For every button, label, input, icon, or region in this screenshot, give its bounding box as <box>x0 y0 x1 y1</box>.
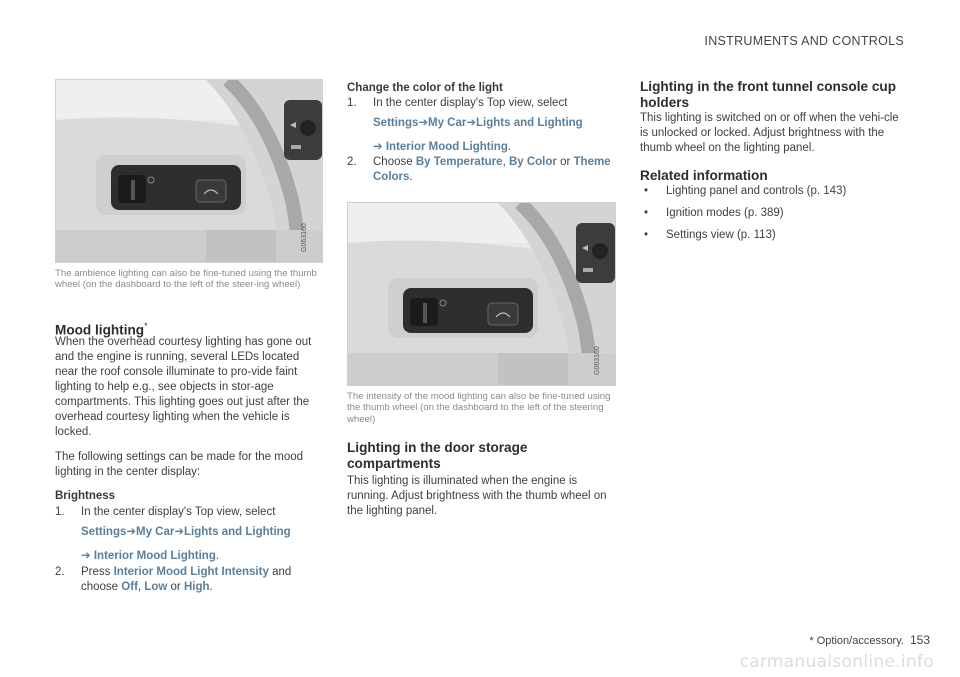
cup-holder-heading: Lighting in the front tunnel console cup holders <box>640 79 896 110</box>
mood-paragraph-1: When the overhead courtesy lighting has gone out and the engine is running, several LEDs located near the roof console illuminate to pro-vide faint lighting to help e.g., see objects in stor-age compartments. This lighting goes out just after the overhead courtesy lighting when the vehicle is locked. <box>55 336 312 438</box>
related-link-text[interactable]: Ignition modes (p. 389) <box>666 207 784 219</box>
menu-path-lights[interactable]: Lights and Lighting <box>476 117 583 129</box>
bullet: • <box>644 207 649 219</box>
caption-2: The intensity of the mood lighting can also be fine-tuned using the thumb wheel (on the dashboard to the left of the steering wheel) <box>347 391 611 425</box>
menu-path-interior-mood[interactable]: Interior Mood Lighting <box>93 550 216 562</box>
step-text: Press <box>81 566 111 578</box>
image-code: G063160 <box>301 223 308 252</box>
page-number: 153 <box>909 633 930 647</box>
cup-holder-paragraph: This lighting is switched on or off when the vehi-cle is unlocked or locked. Adjust brightness with the thumb wheel on the lighting panel. <box>640 112 899 154</box>
step-number: 2. <box>55 566 65 578</box>
option-high[interactable]: High <box>183 581 210 593</box>
dashboard-photo-1 <box>55 79 323 263</box>
related-link[interactable] <box>640 206 910 221</box>
arrow-right-icon: ➔ <box>81 550 91 562</box>
step-text: In the center display's Top view, select <box>373 97 568 109</box>
arrow-right-icon: ➔ <box>174 526 185 538</box>
arrow-right-icon: ➔ <box>373 141 383 153</box>
or-text: or <box>560 156 571 168</box>
menu-path-interior-mood[interactable]: Interior Mood Lighting <box>385 141 508 153</box>
dashboard-photo-2 <box>347 202 616 386</box>
step-text: In the center display's Top view, select <box>81 506 276 518</box>
step-number: 2. <box>347 156 357 168</box>
thumb-wheel-illustration <box>348 203 615 385</box>
door-storage-heading: Lighting in the door storage compartments <box>347 440 528 471</box>
step-number: 1. <box>55 506 65 518</box>
related-link[interactable] <box>640 184 910 199</box>
option-asterisk: * <box>144 321 148 331</box>
step-text: Choose <box>373 156 413 168</box>
thumb-wheel-illustration <box>56 80 322 262</box>
menu-path-settings[interactable]: Settings <box>373 117 419 129</box>
or-text: or <box>170 581 181 593</box>
menu-path-my-car[interactable]: My Car <box>428 117 467 129</box>
page-header: INSTRUMENTS AND CONTROLS <box>704 34 904 48</box>
image-code: G063160 <box>594 346 601 375</box>
page-footer <box>809 633 930 647</box>
menu-path-my-car[interactable]: My Car <box>136 526 175 538</box>
related-link-text[interactable]: Lighting panel and controls (p. 143) <box>666 185 847 197</box>
caption-1: The ambience lighting can also be fine-tuned using the thumb wheel (on the dashboard to the left of the steer-ing wheel) <box>55 268 317 291</box>
option-by-color[interactable]: By Color <box>508 156 557 168</box>
brightness-heading: Brightness <box>55 490 116 502</box>
bullet: • <box>644 185 649 197</box>
related-links-list <box>640 184 910 250</box>
step-number: 1. <box>347 97 357 109</box>
related-info-heading: Related information <box>640 168 768 183</box>
door-storage-paragraph: This lighting is illuminated when the engine is running. Adjust brightness with the thumb wheel on the lighting panel. <box>347 475 607 517</box>
related-link-text[interactable]: Settings view (p. 113) <box>666 229 776 241</box>
arrow-right-icon: ➔ <box>466 117 477 129</box>
color-step-1: 1. In the center display's Top view, select Settings➔My Car➔Lights and Lighting ➔ Interior Mood Lighting. <box>347 97 583 153</box>
mood-heading-text: Mood lighting <box>55 322 145 338</box>
option-low[interactable]: Low <box>144 581 168 593</box>
option-off[interactable]: Off <box>121 581 138 593</box>
related-link[interactable] <box>640 228 910 243</box>
menu-path-settings[interactable]: Settings <box>81 526 127 538</box>
brightness-step-2: 2. Press Interior Mood Light Intensity and choose Off, Low or High. <box>55 566 292 593</box>
change-color-heading: Change the color of the light <box>347 82 503 94</box>
option-theme-colors[interactable]: Theme Colors <box>373 156 611 183</box>
arrow-right-icon: ➔ <box>418 117 429 129</box>
mood-paragraph-2: The following settings can be made for the mood lighting in the center display: <box>55 451 304 478</box>
color-step-2: 2. Choose By Temperature, By Color or Theme Colors. <box>347 156 611 183</box>
option-by-temperature[interactable]: By Temperature <box>415 156 503 168</box>
menu-path-lights[interactable]: Lights and Lighting <box>184 526 291 538</box>
arrow-right-icon: ➔ <box>126 526 137 538</box>
brightness-step-1: 1. In the center display's Top view, select Settings➔My Car➔Lights and Lighting ➔ Interior Mood Lighting. <box>55 506 291 562</box>
watermark: carmanualsonline.info <box>739 652 934 672</box>
bullet: • <box>644 229 649 241</box>
option-note: * Option/accessory. <box>809 635 904 647</box>
step-text: and choose <box>81 566 292 593</box>
option-intensity[interactable]: Interior Mood Light Intensity <box>113 566 269 578</box>
